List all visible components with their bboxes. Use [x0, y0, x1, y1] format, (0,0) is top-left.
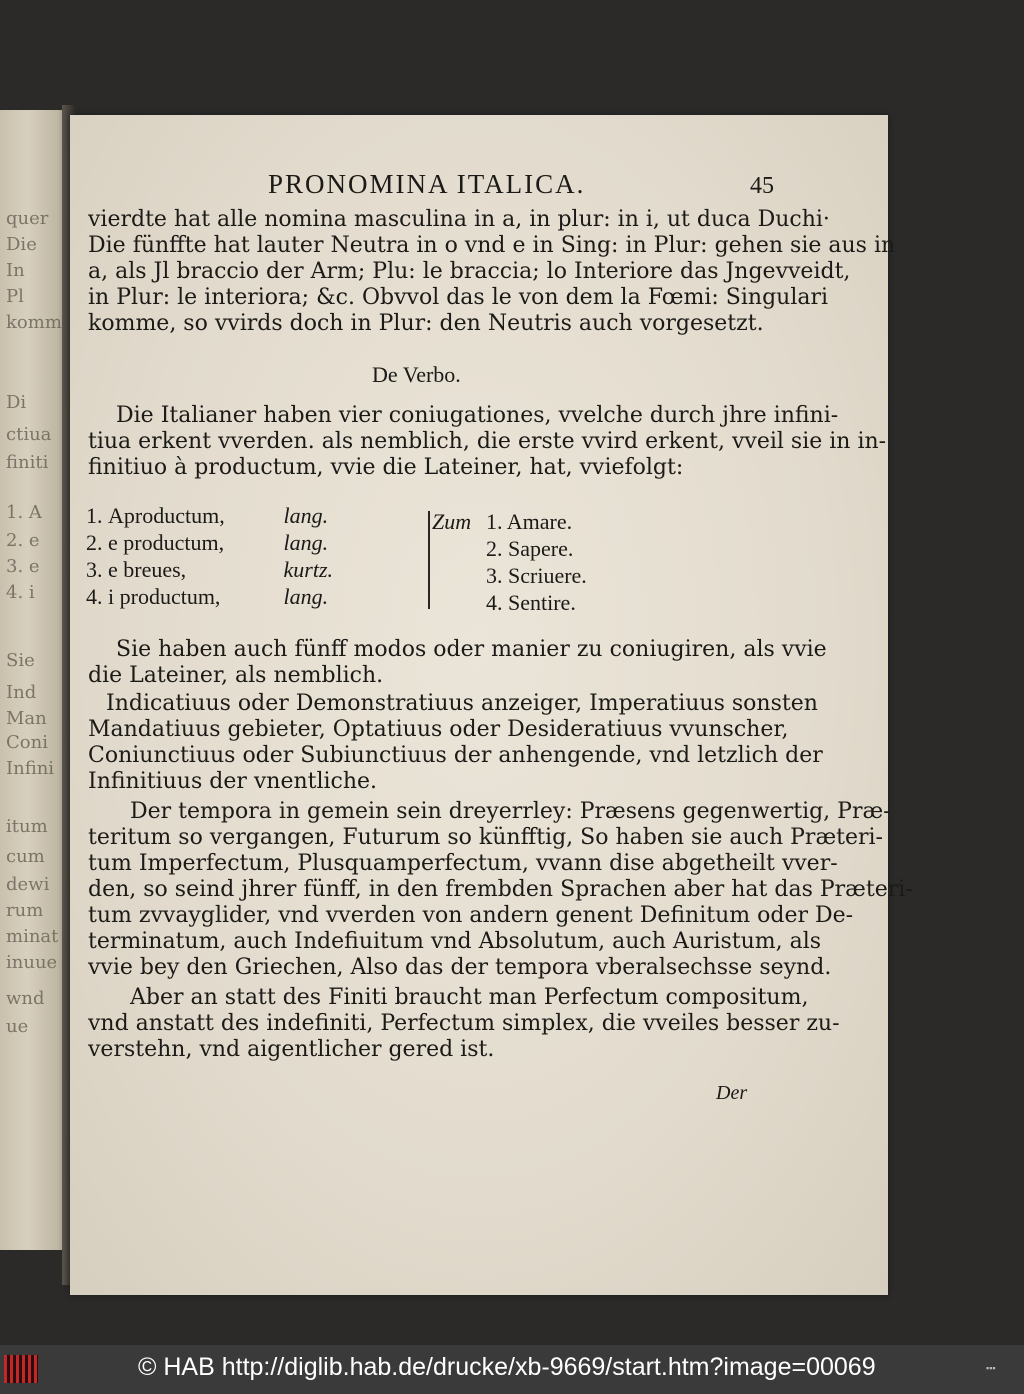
- text-line: Der tempora in gemein sein dreyerrley: Præsens gegenwertig, Præ-: [130, 799, 891, 824]
- ghost-text: dewi: [6, 874, 50, 895]
- previous-page-edge: [0, 110, 68, 1250]
- ghost-text: Sie: [6, 650, 35, 671]
- ghost-text: Die: [6, 234, 37, 255]
- examples-label: Zum: [432, 509, 472, 534]
- conjugation-number: 3.: [86, 557, 103, 582]
- ghost-text: cum: [6, 846, 45, 867]
- ghost-text: Ind: [6, 682, 37, 703]
- catchword: Der: [716, 1082, 748, 1104]
- copyright-link[interactable]: © HAB http://diglib.hab.de/drucke/xb-9669/start.htm?image=00069: [138, 1353, 876, 1381]
- conjugation-form: Aproductum,: [108, 503, 225, 528]
- text-line: Mandatiuus gebieter, Optatiuus oder Desideratiuus vvunscher,: [88, 717, 789, 742]
- example-verb: 4. Sentire.: [486, 590, 576, 615]
- ghost-text: ctiua: [6, 424, 52, 445]
- library-logo-icon: [4, 1355, 38, 1383]
- section-title: De Verbo.: [372, 362, 461, 387]
- text-line: vierdte hat alle nomina masculina in a, in plur: in i, ut duca Duchi·: [88, 207, 830, 232]
- text-line: den, so seind jhrer fünff, in den frembden Sprachen aber hat das Præteri-: [88, 877, 913, 902]
- conjugation-row: [86, 557, 333, 583]
- text-line: die Lateiner, als nemblich.: [88, 663, 384, 688]
- conjugation-number: 1.: [86, 503, 103, 528]
- ghost-text: wnd: [6, 988, 45, 1009]
- ghost-text: finiti: [6, 452, 49, 473]
- ghost-text: Man: [6, 708, 47, 729]
- ghost-text: Pl: [6, 286, 24, 307]
- ghost-text: rum: [6, 900, 44, 921]
- ghost-text: Infini: [6, 758, 55, 779]
- conjugation-number: 4.: [86, 584, 103, 609]
- text-line: Sie haben auch fünff modos oder manier zu coniugiren, als vvie: [116, 637, 827, 662]
- example-verb: 1. Amare.: [486, 509, 573, 534]
- conjugation-gloss: kurtz.: [283, 557, 333, 582]
- text-line: in Plur: le interiora; &c. Obvvol das le von dem la Fœmi: Singulari: [88, 285, 829, 310]
- corner-marks-icon: ▪▪▪: [986, 1363, 996, 1373]
- viewer-footer: [0, 1345, 1024, 1394]
- text-line: Die fünffte hat lauter Neutra in o vnd e in Sing: in Plur: gehen sie aus in: [88, 233, 896, 258]
- bracket-line: [428, 511, 430, 609]
- text-line: vnd anstatt des indefiniti, Perfectum simplex, die vveiles besser zu-: [88, 1011, 840, 1036]
- ghost-text: 1. A: [6, 502, 42, 523]
- text-line: Coniunctiuus oder Subiunctiuus der anhengende, vnd letzlich der: [88, 743, 823, 768]
- book-page: [70, 115, 913, 1295]
- conjugation-gloss: lang.: [283, 503, 329, 528]
- conjugation-row: [86, 584, 328, 610]
- ghost-text: ue: [6, 1016, 29, 1037]
- text-line: teritum so vergangen, Futurum so künfftig, So haben sie auch Præteri-: [88, 825, 883, 850]
- text-line: Die Italianer haben vier coniugationes, vvelche durch jhre infini-: [116, 403, 839, 428]
- text-line: a, als Jl braccio der Arm; Plu: le braccia; lo Interiore das Jngevveidt,: [88, 259, 851, 284]
- text-line: Aber an statt des Finiti braucht man Perfectum compositum,: [130, 985, 809, 1010]
- conjugation-row: [86, 503, 328, 529]
- ghost-text: Di: [6, 392, 27, 413]
- ghost-text: inuue: [6, 952, 58, 973]
- conjugation-row: [86, 530, 328, 556]
- text-line: Indicatiuus oder Demonstratiuus anzeiger, Imperatiuus sonsten: [106, 691, 818, 716]
- text-line: verstehn, vnd aigentlicher gered ist.: [88, 1037, 495, 1062]
- ghost-text: minat: [6, 926, 59, 947]
- conjugation-number: 2.: [86, 530, 103, 555]
- conjugation-form: i productum,: [108, 584, 221, 609]
- example-verb: 2. Sapere.: [486, 536, 574, 561]
- conjugation-form: e productum,: [108, 530, 225, 555]
- text-line: finitiuo à productum, vvie die Lateiner, hat, vviefolgt:: [88, 455, 684, 480]
- text-line: komme, so vvirds doch in Plur: den Neutris auch vorgesetzt.: [88, 311, 764, 336]
- ghost-text: 2. e: [6, 530, 40, 551]
- running-head: PRONOMINA ITALICA.: [268, 169, 586, 199]
- ghost-text: quer: [6, 208, 49, 229]
- text-line: Infinitiuus der vnentliche.: [88, 769, 378, 794]
- ghost-text: 4. i: [6, 582, 35, 603]
- example-verb: 3. Scriuere.: [486, 563, 587, 588]
- text-line: tiua erkent vverden. als nemblich, die erste vvird erkent, vveil sie in in-: [88, 429, 887, 454]
- ghost-text: itum: [6, 816, 48, 837]
- ghost-text: komm: [6, 312, 62, 333]
- ghost-text: Coni: [6, 732, 48, 753]
- page-number: 45: [750, 173, 774, 199]
- conjugation-form: e breues,: [108, 557, 187, 582]
- conjugation-gloss: lang.: [283, 584, 329, 609]
- text-line: terminatum, auch Indefiuitum vnd Absolutum, auch Auristum, als: [88, 929, 822, 954]
- text-line: vvie bey den Griechen, Also das der tempora vberalsechsse seynd.: [88, 955, 832, 980]
- text-line: tum Imperfectum, Plusquamperfectum, vvann dise abgetheilt vver-: [88, 851, 838, 876]
- text-line: tum zvvayglider, vnd vverden von andern genent Definitum oder De-: [88, 903, 854, 928]
- ghost-text: 3. e: [6, 556, 40, 577]
- ghost-text: In: [6, 260, 25, 281]
- conjugation-gloss: lang.: [283, 530, 329, 555]
